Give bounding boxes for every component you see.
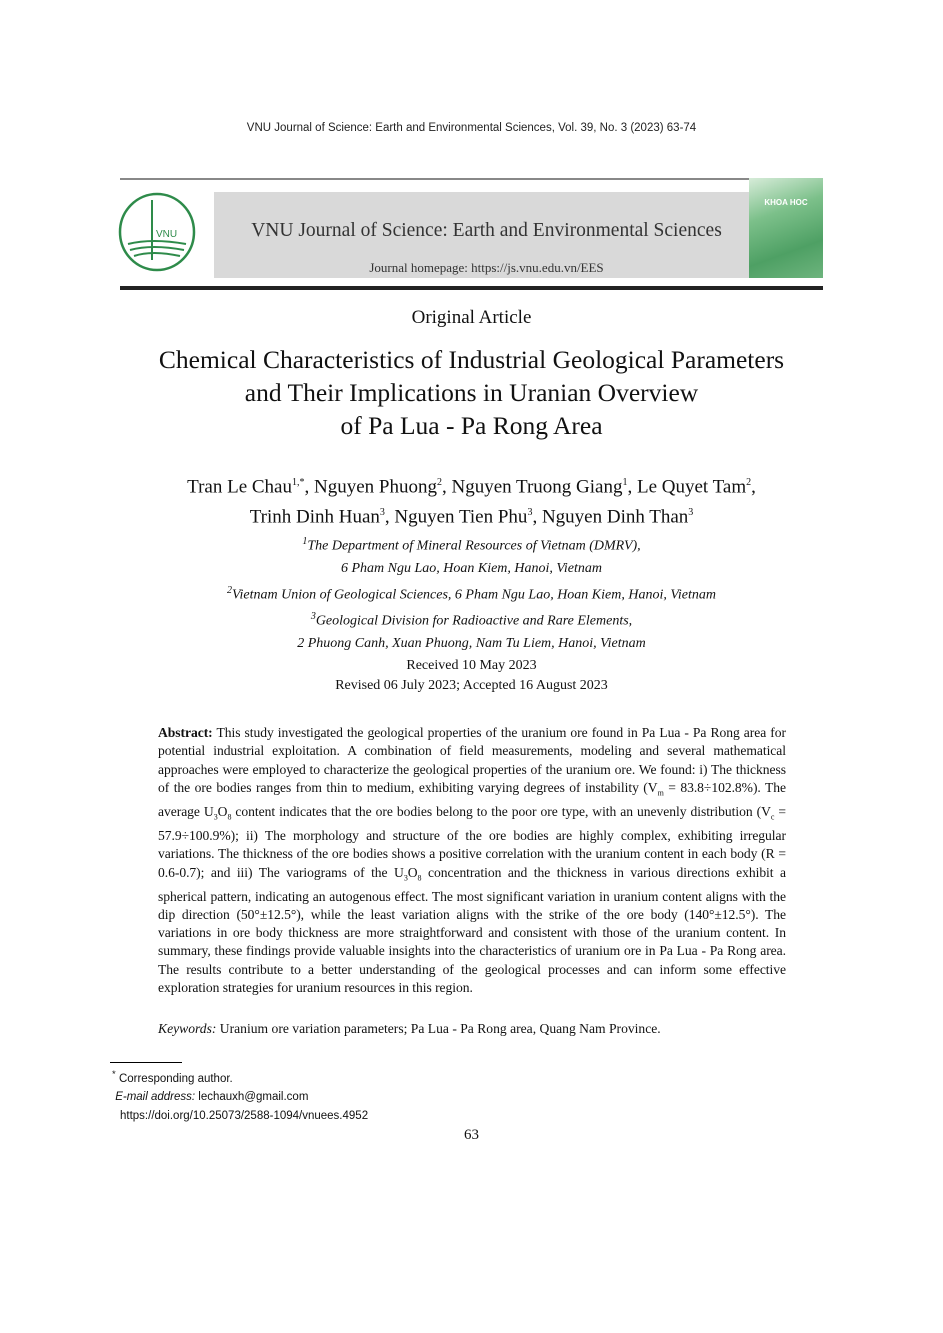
- banner-divider: [120, 286, 823, 290]
- abstract-segment: O: [407, 864, 418, 880]
- abstract: [158, 724, 786, 997]
- author-list: Tran Le Chau$^{1,*}$, Nguyen Phuong$^2$, Nguyen Truong Giang$^1$, Le Quyet Tam$^2$, Trinh Dinh Huan$^3$, Nguyen Tien Phu$^3$, Nguyen Dinh Than$^3$: [187, 476, 756, 528]
- author: Nguyen Phuong: [313, 476, 437, 498]
- abstract-subscript: m: [657, 788, 664, 798]
- author: Tran Le Chau: [187, 476, 292, 498]
- abstract-segment: concentration and the thickness in various directions exhibit a spherical pattern, indicating an autogenous effect. The most significant variation in uranium content aligns with the dip direction (50°±12.5°), while the least variation aligns with the strike of the ore body (140°±12.5°). The variations in ore body thickness are more straightforward and consistent with those of the uranium content. In summary, these findings provide valuable insights into the characteristics of uranium ore in Pa Lua - Pa Rong area. The results contribute to a better understanding of the geological processes and can inform some effective exploration strategies for uranium resources in this region.: [158, 864, 786, 996]
- keywords-text: Uranium ore variation parameters; Pa Lua - Pa Rong area, Quang Nam Province.: [216, 1021, 661, 1036]
- page-number: 63: [464, 1127, 479, 1143]
- keywords: [158, 1021, 786, 1037]
- abstract-segment: = 83.8÷102.8%). The average U: [158, 779, 786, 819]
- revised-accepted-date: Revised 06 July 2023; Accepted 16 August 2023: [335, 678, 608, 693]
- abstract-subscript: 8: [227, 812, 232, 822]
- journal-homepage[interactable]: Journal homepage: https://js.vnu.edu.vn/EES: [369, 260, 604, 275]
- abstract-segment: = 57.9÷100.9%); ii) The morphology and structure of the ore bodies are highly complex, exhibiting irregular variations. The thickness of the ore bodies shows a positive correlation with the uranium content in each body (R = 0.6-0.7); and iii) The variograms of the U: [158, 803, 786, 880]
- abstract-segment: content indicates that the ore bodies belong to the poor ore type, with an unevenly distribution (V: [231, 803, 771, 819]
- article-type: Original Article: [411, 307, 532, 328]
- author: Le Quyet Tam: [636, 476, 747, 498]
- abstract-label: Abstract:: [158, 725, 213, 740]
- footnote: * Corresponding author. E-mail address: lechauxh@gmail.com: [112, 1069, 309, 1103]
- vnu-logo: [118, 192, 196, 272]
- journal-banner: [214, 192, 759, 278]
- received-date: Received 10 May 2023: [406, 658, 537, 673]
- abstract-segment: This study investigated the geological properties of the uranium ore found in Pa Lua - Pa Rong area for potential industrial exploitation. A combination of field measurements, modeling and several mathematical approaches were employed to characterize the geological properties of the uranium ore. We found: i) The thickness of the ore bodies ranges from thin to medium, exhibiting varying degrees of instability (V: [158, 725, 786, 795]
- header-divider: [120, 178, 759, 180]
- journal-title: VNU Journal of Science: Earth and Environmental Sciences: [251, 220, 722, 241]
- author: Nguyen Tien Phu: [394, 506, 528, 528]
- svg-text:VNU: VNU: [156, 229, 178, 240]
- article-dates: [0, 656, 943, 696]
- abstract-subscript: c: [770, 812, 775, 822]
- abstract-text: [158, 725, 786, 995]
- abstract-subscript: 3: [213, 812, 218, 822]
- abstract-subscript: 3: [403, 873, 408, 883]
- author: Nguyen Truong Giang: [451, 476, 623, 498]
- affiliations: $^1$The Department of Mineral Resources of Vietnam (DMRV), 6 Pham Ngu Lao, Hoan Kiem, Hanoi, Vietnam $^2$Vietnam Union of Geological Sciences, 6 Pham Ngu Lao, Hoan Kiem, Hanoi, Vietnam $^3$Geological Division for Radioactive and Rare Elements, 2 Phuong Canh, Xuan Phuong, Nam Tu Liem, Hanoi, Vietnam: [227, 536, 716, 651]
- abstract-segment: O: [217, 803, 228, 819]
- journal-cover-image: KHOA HOC: [749, 178, 823, 278]
- abstract-subscript: 8: [417, 873, 422, 883]
- running-header: VNU Journal of Science: Earth and Environmental Sciences, Vol. 39, No. 3 (2023) 63-74: [246, 122, 697, 134]
- footnote-divider: [110, 1062, 182, 1063]
- author: Trinh Dinh Huan: [249, 506, 380, 528]
- doi-link[interactable]: https://doi.org/10.25073/2588-1094/vnuees.4952: [120, 1110, 369, 1122]
- email-link[interactable]: lechauxh@gmail.com: [195, 1090, 309, 1103]
- author: Nguyen Dinh Than: [541, 506, 689, 528]
- keywords-label: Keywords:: [158, 1021, 217, 1036]
- article-title: Chemical Characteristics of Industrial Geological Parameters and Their Implications in Uranian Overview of Pa Lua - Pa Rong Area: [158, 345, 785, 440]
